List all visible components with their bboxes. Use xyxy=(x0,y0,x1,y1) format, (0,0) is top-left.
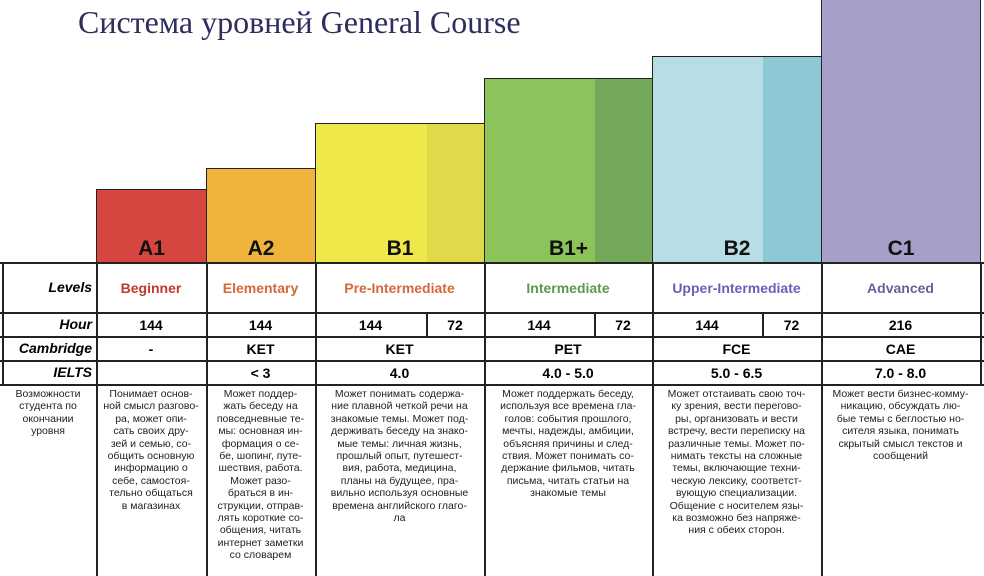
hour-b1-extra: 72 xyxy=(447,317,463,333)
level-name-b1plus: Intermediate xyxy=(526,280,610,296)
hour-b1plus-main: 144 xyxy=(527,317,551,333)
stair-a1 xyxy=(96,189,207,263)
table-line-top xyxy=(0,262,984,264)
cambridge-b1plus: PET xyxy=(554,341,582,357)
hour-b2-extra: 72 xyxy=(783,317,800,333)
stair-a2 xyxy=(206,168,316,263)
cambridge-b2: FCE xyxy=(722,341,751,357)
description-a2: Может поддер- жать беседу на повседневные те- мы: основная ин- формация о се- бе, шопинг, путе- шествия, работа. Может разо- браться в ин- струкции, отправ- лять короткие со- общения, читать интернет заметки со словарем xyxy=(216,388,305,562)
hour-a2: 144 xyxy=(248,317,273,333)
row-label-hour: Hour xyxy=(59,316,92,332)
hour-b2-main: 144 xyxy=(695,317,719,333)
stair-b1 xyxy=(315,123,485,263)
table-line-after-hour xyxy=(0,336,984,338)
hour-c1: 216 xyxy=(888,317,913,333)
stair-c1-fill xyxy=(822,0,980,263)
ielts-b1plus: 4.0 - 5.0 xyxy=(542,365,594,381)
ielts-b2: 5.0 - 6.5 xyxy=(710,365,763,381)
level-name-b2: Upper-Intermediate xyxy=(672,280,801,296)
stair-b1plus xyxy=(484,78,653,263)
stair-b1plus-main xyxy=(485,79,595,263)
cambridge-a1: - xyxy=(148,341,154,357)
level-code-c1: C1 xyxy=(887,237,915,260)
row-label-levels: Levels xyxy=(48,279,92,295)
level-code-b2: B2 xyxy=(723,237,751,260)
table-line-after-cambridge xyxy=(0,360,984,362)
description-c1: Может вести бизнес-комму- никацию, обсуждать лю- бые темы с беглостью но- сителя языка, понимать скрытый смысл текстов и сообщений xyxy=(832,388,969,463)
ielts-a2: < 3 xyxy=(250,365,271,381)
page-title: Система уровней General Course xyxy=(78,4,521,40)
ielts-c1: 7.0 - 8.0 xyxy=(874,365,927,381)
description-b1plus: Может поддержать беседу, используя все времена гла- голов: события прошлого, мечты, надежды, амбиции, объясняя причины и след- ствия. Может понимать со- держание фильмов, читать письма, читать статьи на знакомые темы xyxy=(500,388,636,500)
level-name-b1: Pre-Intermediate xyxy=(344,280,455,296)
level-code-a1: A1 xyxy=(138,237,165,260)
row-label-cambridge: Cambridge xyxy=(18,340,92,356)
cambridge-a2: KET xyxy=(246,341,275,357)
stair-b1plus-second xyxy=(595,79,652,263)
stair-c1 xyxy=(821,0,981,263)
cambridge-c1: CAE xyxy=(885,341,916,357)
stair-b2 xyxy=(652,56,822,263)
level-code-b1: B1 xyxy=(386,237,414,260)
description-a1: Понимает основ- ной смысл разгово- ра, может опи- сать своих дру- зей и семью, со- общить основную информацию о себе, самостоя- тельно общаться в магазинах xyxy=(103,388,199,512)
level-name-a1: Beginner xyxy=(120,280,182,296)
table-line-after-levels xyxy=(0,312,984,314)
cambridge-b1: KET xyxy=(385,341,414,357)
hour-a1: 144 xyxy=(139,317,163,333)
row-label-outcome: Возможности студента по окончании уровня xyxy=(15,388,81,438)
hour-b1plus-extra: 72 xyxy=(615,317,631,333)
stair-b2-main xyxy=(653,57,763,263)
level-name-a2: Elementary xyxy=(222,280,299,296)
level-code-a2: A2 xyxy=(247,237,275,260)
level-name-c1: Advanced xyxy=(867,280,934,296)
level-code-b1plus: B1+ xyxy=(548,237,589,260)
description-b2: Может отстаивать свою точ- ку зрения, вести перегово- ры, организовать и вести встречу, вести переписку на различные темы. Может по- нимать тексты на сложные темы, включающие техни- ческую лексику, соответст- вующую специализации. Общение с носителем язы- ка возможно без напряже- ния с обеих сторон. xyxy=(667,388,806,537)
table-vline-right xyxy=(980,262,982,384)
description-b1: Может понимать содержа- ние плавной четкой речи на знакомые темы. Может под- держивать беседу на знако- мые темы: личная жизнь, прошлый опыт, путешест- вия, работа, медицина, планы на будущее, пра- вильно используя основные времена английского глаго- ла xyxy=(330,388,469,525)
hour-b1-main: 144 xyxy=(358,317,383,333)
table-line-after-ielts xyxy=(0,384,984,386)
row-label-ielts: IELTS xyxy=(53,364,92,380)
ielts-b1: 4.0 xyxy=(389,365,410,381)
stair-b2-second xyxy=(763,57,821,263)
